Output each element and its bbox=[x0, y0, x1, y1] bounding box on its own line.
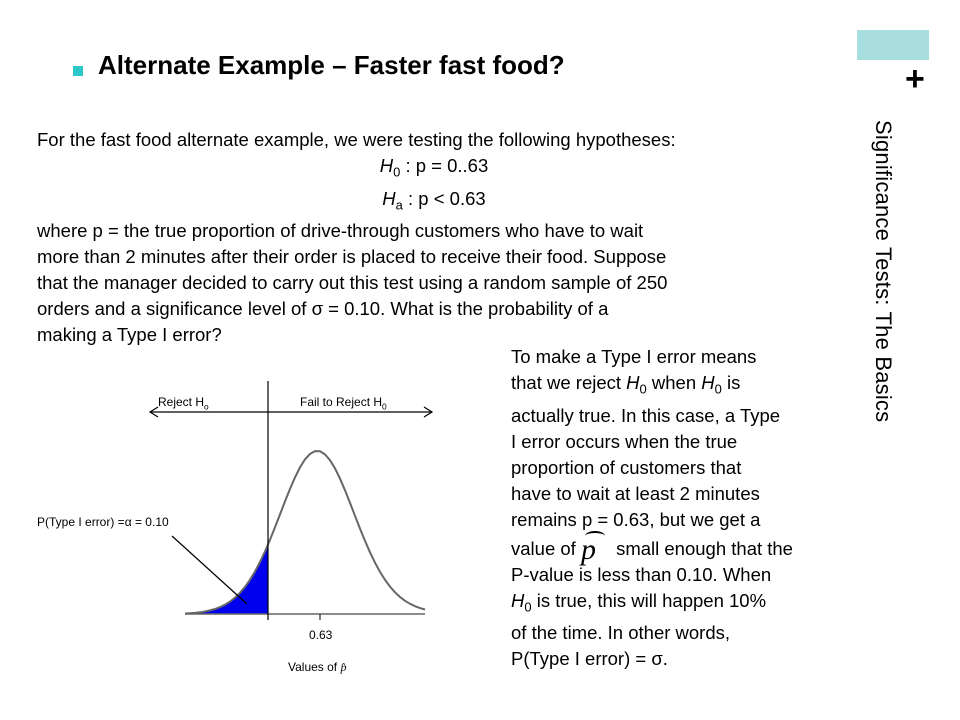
intro-line: For the fast food alternate example, we were testing the following hypotheses: bbox=[37, 129, 676, 150]
h-subscript: 0 bbox=[639, 381, 647, 397]
intro-line: making a Type I error? bbox=[37, 324, 222, 346]
text-fragment: small enough that the bbox=[610, 537, 793, 559]
p-hat-symbol: p̂ bbox=[340, 660, 347, 674]
axis-label bbox=[288, 660, 347, 675]
h-symbol: H bbox=[701, 372, 715, 393]
axis-label-text: Values of bbox=[288, 660, 338, 674]
text-fragment: value of bbox=[511, 537, 581, 559]
explanation-line: of the time. In other words, bbox=[511, 622, 731, 644]
plus-icon: + bbox=[905, 60, 925, 98]
text-fragment: is true, this will happen 10% bbox=[531, 589, 767, 611]
reject-label bbox=[158, 395, 209, 411]
hypothesis-text: : p < 0.63 bbox=[402, 187, 486, 209]
explanation-line: proportion of customers that bbox=[511, 456, 742, 478]
explanation-line: have to wait at least 2 minutes bbox=[511, 482, 760, 504]
explanation-line bbox=[511, 588, 851, 621]
intro-line: orders and a significance level of σ = 0.10. What is the probability of a bbox=[37, 298, 609, 320]
explanation-line: I error occurs when the true bbox=[511, 430, 738, 452]
reject-label-sub: o bbox=[204, 401, 209, 412]
explanation-line: remains p = 0.63, but we get a bbox=[511, 508, 761, 530]
fail-label-text: Fail to Reject H bbox=[300, 395, 383, 409]
h-subscript: a bbox=[395, 197, 403, 213]
h-subscript: 0 bbox=[524, 599, 532, 615]
fail-label-sub: 0 bbox=[382, 401, 387, 412]
explanation-line: P-value is less than 0.10. When bbox=[511, 563, 772, 585]
explanation-paragraph bbox=[511, 344, 851, 672]
type-one-error-label: P(Type I error) =α = 0.10 bbox=[37, 515, 169, 529]
explanation-line: actually true. In this case, a Type bbox=[511, 404, 781, 426]
normal-curve bbox=[185, 451, 425, 613]
p-hat-symbol: p bbox=[581, 537, 611, 563]
h-subscript: 0 bbox=[714, 381, 722, 397]
h-subscript: 0 bbox=[393, 164, 401, 180]
intro-line: more than 2 minutes after their order is placed to receive their food. Suppose bbox=[37, 246, 667, 268]
reject-label-text: Reject H bbox=[158, 395, 205, 409]
intro-line: that the manager decided to carry out this test using a random sample of 250 bbox=[37, 272, 668, 294]
h-symbol: H bbox=[382, 187, 396, 209]
fail-to-reject-label bbox=[300, 395, 387, 411]
hypothesis-text: : p = 0..63 bbox=[400, 155, 489, 176]
text-fragment: is bbox=[721, 372, 741, 393]
section-title-text: Significance Tests: The Basics bbox=[871, 120, 896, 423]
explanation-line bbox=[511, 370, 851, 403]
intro-line: where p = the true proportion of drive-through customers who have to wait bbox=[37, 220, 644, 242]
text-fragment: that we reject bbox=[511, 372, 627, 393]
label-pointer bbox=[172, 536, 247, 604]
h-symbol: H bbox=[626, 372, 640, 393]
explanation-line: To make a Type I error means bbox=[511, 346, 757, 367]
explanation-line: P(Type I error) = σ. bbox=[511, 648, 668, 670]
text-fragment: when bbox=[646, 372, 702, 393]
h-symbol: H bbox=[511, 589, 525, 611]
explanation-line bbox=[511, 532, 851, 566]
slide-title: Alternate Example – Faster fast food? bbox=[98, 50, 565, 80]
center-value-label: 0.63 bbox=[309, 628, 333, 642]
h-symbol: H bbox=[379, 155, 394, 176]
